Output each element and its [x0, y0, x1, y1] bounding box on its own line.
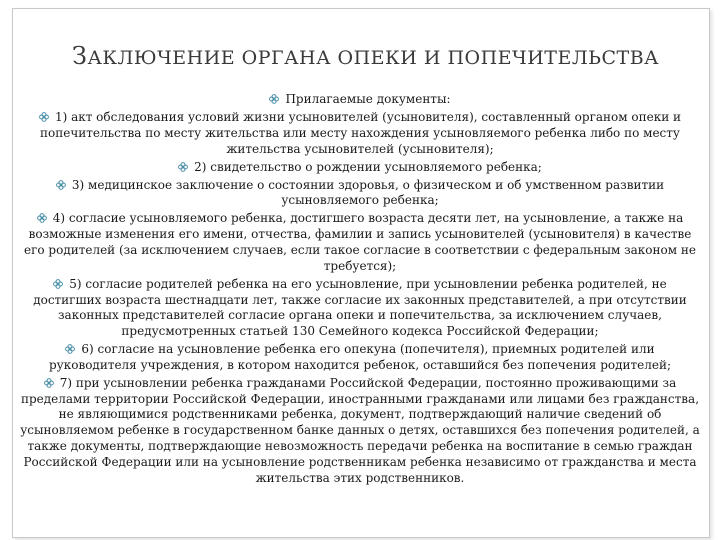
list-item-text: 4) согласие усыновляемого ребенка, достигшего возраста десяти лет, на усыновление, а также на возможные изменения его имени, отчества, фамилии и запись усыновителей (усыновителя) в качестве его родителей (за исключением случаев, если такое согласие в соответствии с федеральным законом не требуется); — [24, 211, 696, 273]
title-rest: АКЛЮЧЕНИЕ ОРГАНА ОПЕКИ И ПОПЕЧИТЕЛЬСТВА — [87, 47, 660, 69]
list-item-text: 5) согласие родителей ребенка на его усыновление, при усыновлении ребенка родителей, не достигших возраста шестнадцати лет, также согласие их законных представителей, а при отсутствии законных представителей согласие органа опеки и попечительства, за исключением случаев, предусмотренных статьей 130 Семейного кодекса Российской Федерации; — [33, 276, 687, 339]
flower-bullet-icon — [65, 344, 75, 354]
list-item — [20, 160, 700, 176]
flower-bullet-icon — [56, 180, 66, 190]
list-item-text: 7) при усыновлении ребенка гражданами Российской Федерации, постоянно проживающими за пределами территории Российской Федерации, иностранными гражданами или лицами без гражданства, не являющимися родственниками ребенка, документ, подтверждающий наличие сведений об усыновляемом ребенке в государственном банке данных о детях, оставшихся без попечения родителей, а также документы, подтверждающие невозможность передачи ребенка на воспитание в семью граждан Российской Федерации или на усыновление родственникам ребенка независимо от гражданства и места жительства этих родственников. — [20, 375, 700, 485]
flower-bullet-icon — [53, 279, 63, 289]
list-item — [20, 110, 700, 157]
title-first-letter: З — [72, 42, 88, 70]
flower-bullet-icon — [44, 378, 54, 388]
list-item-text: 2) свидетельство о рождении усыновляемого ребенка; — [194, 159, 542, 174]
list-item-text: 1) акт обследования условий жизни усыновителей (усыновителя), составленный органом опеки и попечительства по месту жительства или месту нахождения усыновляемого ребенка либо по месту жительства усыновителей (усыновителя); — [40, 109, 682, 156]
page-title — [72, 42, 659, 70]
list-item — [20, 211, 700, 274]
document-list — [20, 92, 700, 489]
flower-bullet-icon — [39, 112, 49, 122]
flower-bullet-icon — [269, 94, 279, 104]
list-item — [20, 92, 700, 108]
list-item — [20, 342, 700, 374]
flower-bullet-icon — [178, 162, 188, 172]
list-item — [20, 277, 700, 340]
flower-bullet-icon — [37, 213, 47, 223]
list-item-text: 6) согласие на усыновление ребенка его опекуна (попечителя), приемных родителей или руководителя учреждения, в котором находится ребенок, оставшийся без попечения родителей; — [48, 342, 671, 372]
list-item — [20, 376, 700, 487]
list-item-text: 3) медицинское заключение о состоянии здоровья, о физическом и об умственном развитии усыновляемого ребенка; — [71, 177, 665, 208]
list-item-text: Прилагаемые документы: — [285, 92, 451, 106]
list-item — [20, 178, 700, 210]
